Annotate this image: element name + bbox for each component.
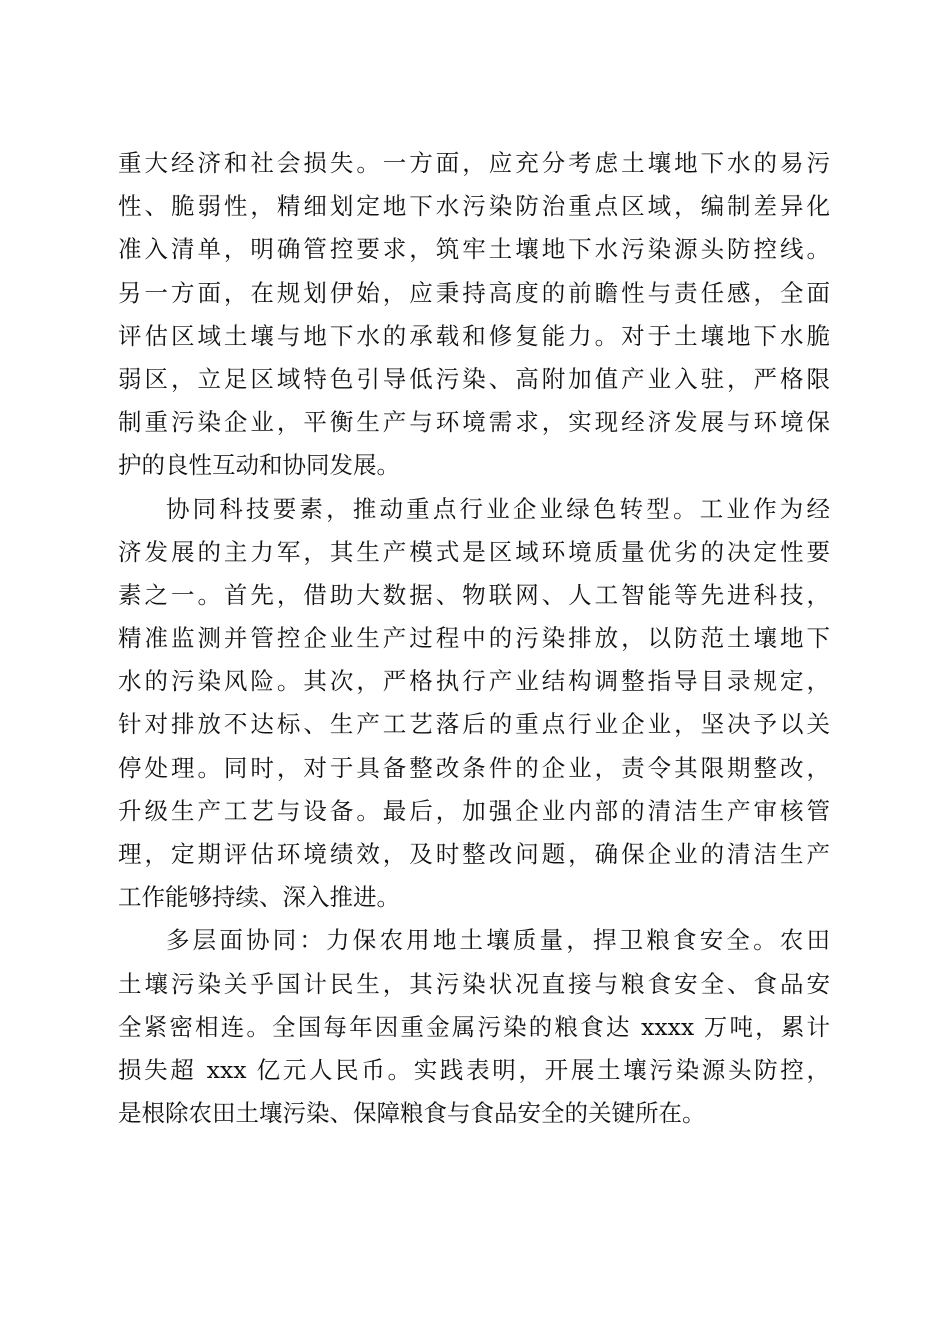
text-line: 济发展的主力军，其生产模式是区域环境质量优劣的决定性要: [118, 537, 830, 566]
text-line: 升级生产工艺与设备。最后，加强企业内部的清洁生产审核管: [118, 796, 830, 825]
text-line: 全紧密相连。全国每年因重金属污染的粮食达 xxxx 万吨，累计: [118, 1012, 830, 1041]
text-line: 水的污染风险。其次，严格执行产业结构调整指导目录规定，: [118, 667, 830, 696]
text-line: 损失超 xxx 亿元人民币。实践表明，开展土壤污染源头防控，: [118, 1055, 830, 1084]
paragraph-1: [118, 142, 830, 488]
text-line: 另一方面，在规划伊始，应秉持高度的前瞻性与责任感，全面: [118, 278, 830, 307]
text-line: 性、脆弱性，精细划定地下水污染防治重点区域，编制差异化: [118, 192, 830, 221]
text-line: 重大经济和社会损失。一方面，应充分考虑土壤地下水的易污: [118, 149, 830, 177]
text-line: 是根除农田土壤污染、保障粮食与食品安全的关键所在。: [118, 1099, 706, 1128]
text-line: 素之一。首先，借助大数据、物联网、人工智能等先进科技，: [118, 580, 830, 609]
text-line: 理，定期评估环境绩效，及时整改问题，确保企业的清洁生产: [118, 840, 830, 868]
text-line: 土壤污染关乎国计民生，其污染状况直接与粮食安全、食品安: [118, 969, 830, 998]
text-line: 精准监测并管控企业生产过程中的污染排放，以防范土壤地下: [118, 624, 830, 653]
text-line: 协同科技要素，推动重点行业企业绿色转型。工业作为经: [166, 494, 830, 523]
text-line: 针对排放不达标、生产工艺落后的重点行业企业，坚决予以关: [118, 710, 830, 739]
text-line: 工作能够持续、深入推进。: [118, 883, 400, 912]
document-page: [118, 142, 830, 1135]
text-line: 弱区，立足区域特色引导低污染、高附加值产业入驻，严格限: [118, 364, 830, 393]
text-line: 护的良性互动和协同发展。: [118, 451, 400, 480]
paragraph-2: [118, 488, 830, 920]
paragraph-3: [118, 919, 830, 1135]
text-line: 评估区域土壤与地下水的承载和修复能力。对于土壤地下水脆: [118, 321, 830, 350]
text-line: 多层面协同：力保农用地土壤质量，捍卫粮食安全。农田: [166, 926, 830, 955]
text-line: 制重污染企业，平衡生产与环境需求，实现经济发展与环境保: [118, 408, 830, 437]
text-line: 停处理。同时，对于具备整改条件的企业，责令其限期整改，: [118, 753, 830, 782]
text-line: 准入清单，明确管控要求，筑牢土壤地下水污染源头防控线。: [118, 235, 830, 264]
